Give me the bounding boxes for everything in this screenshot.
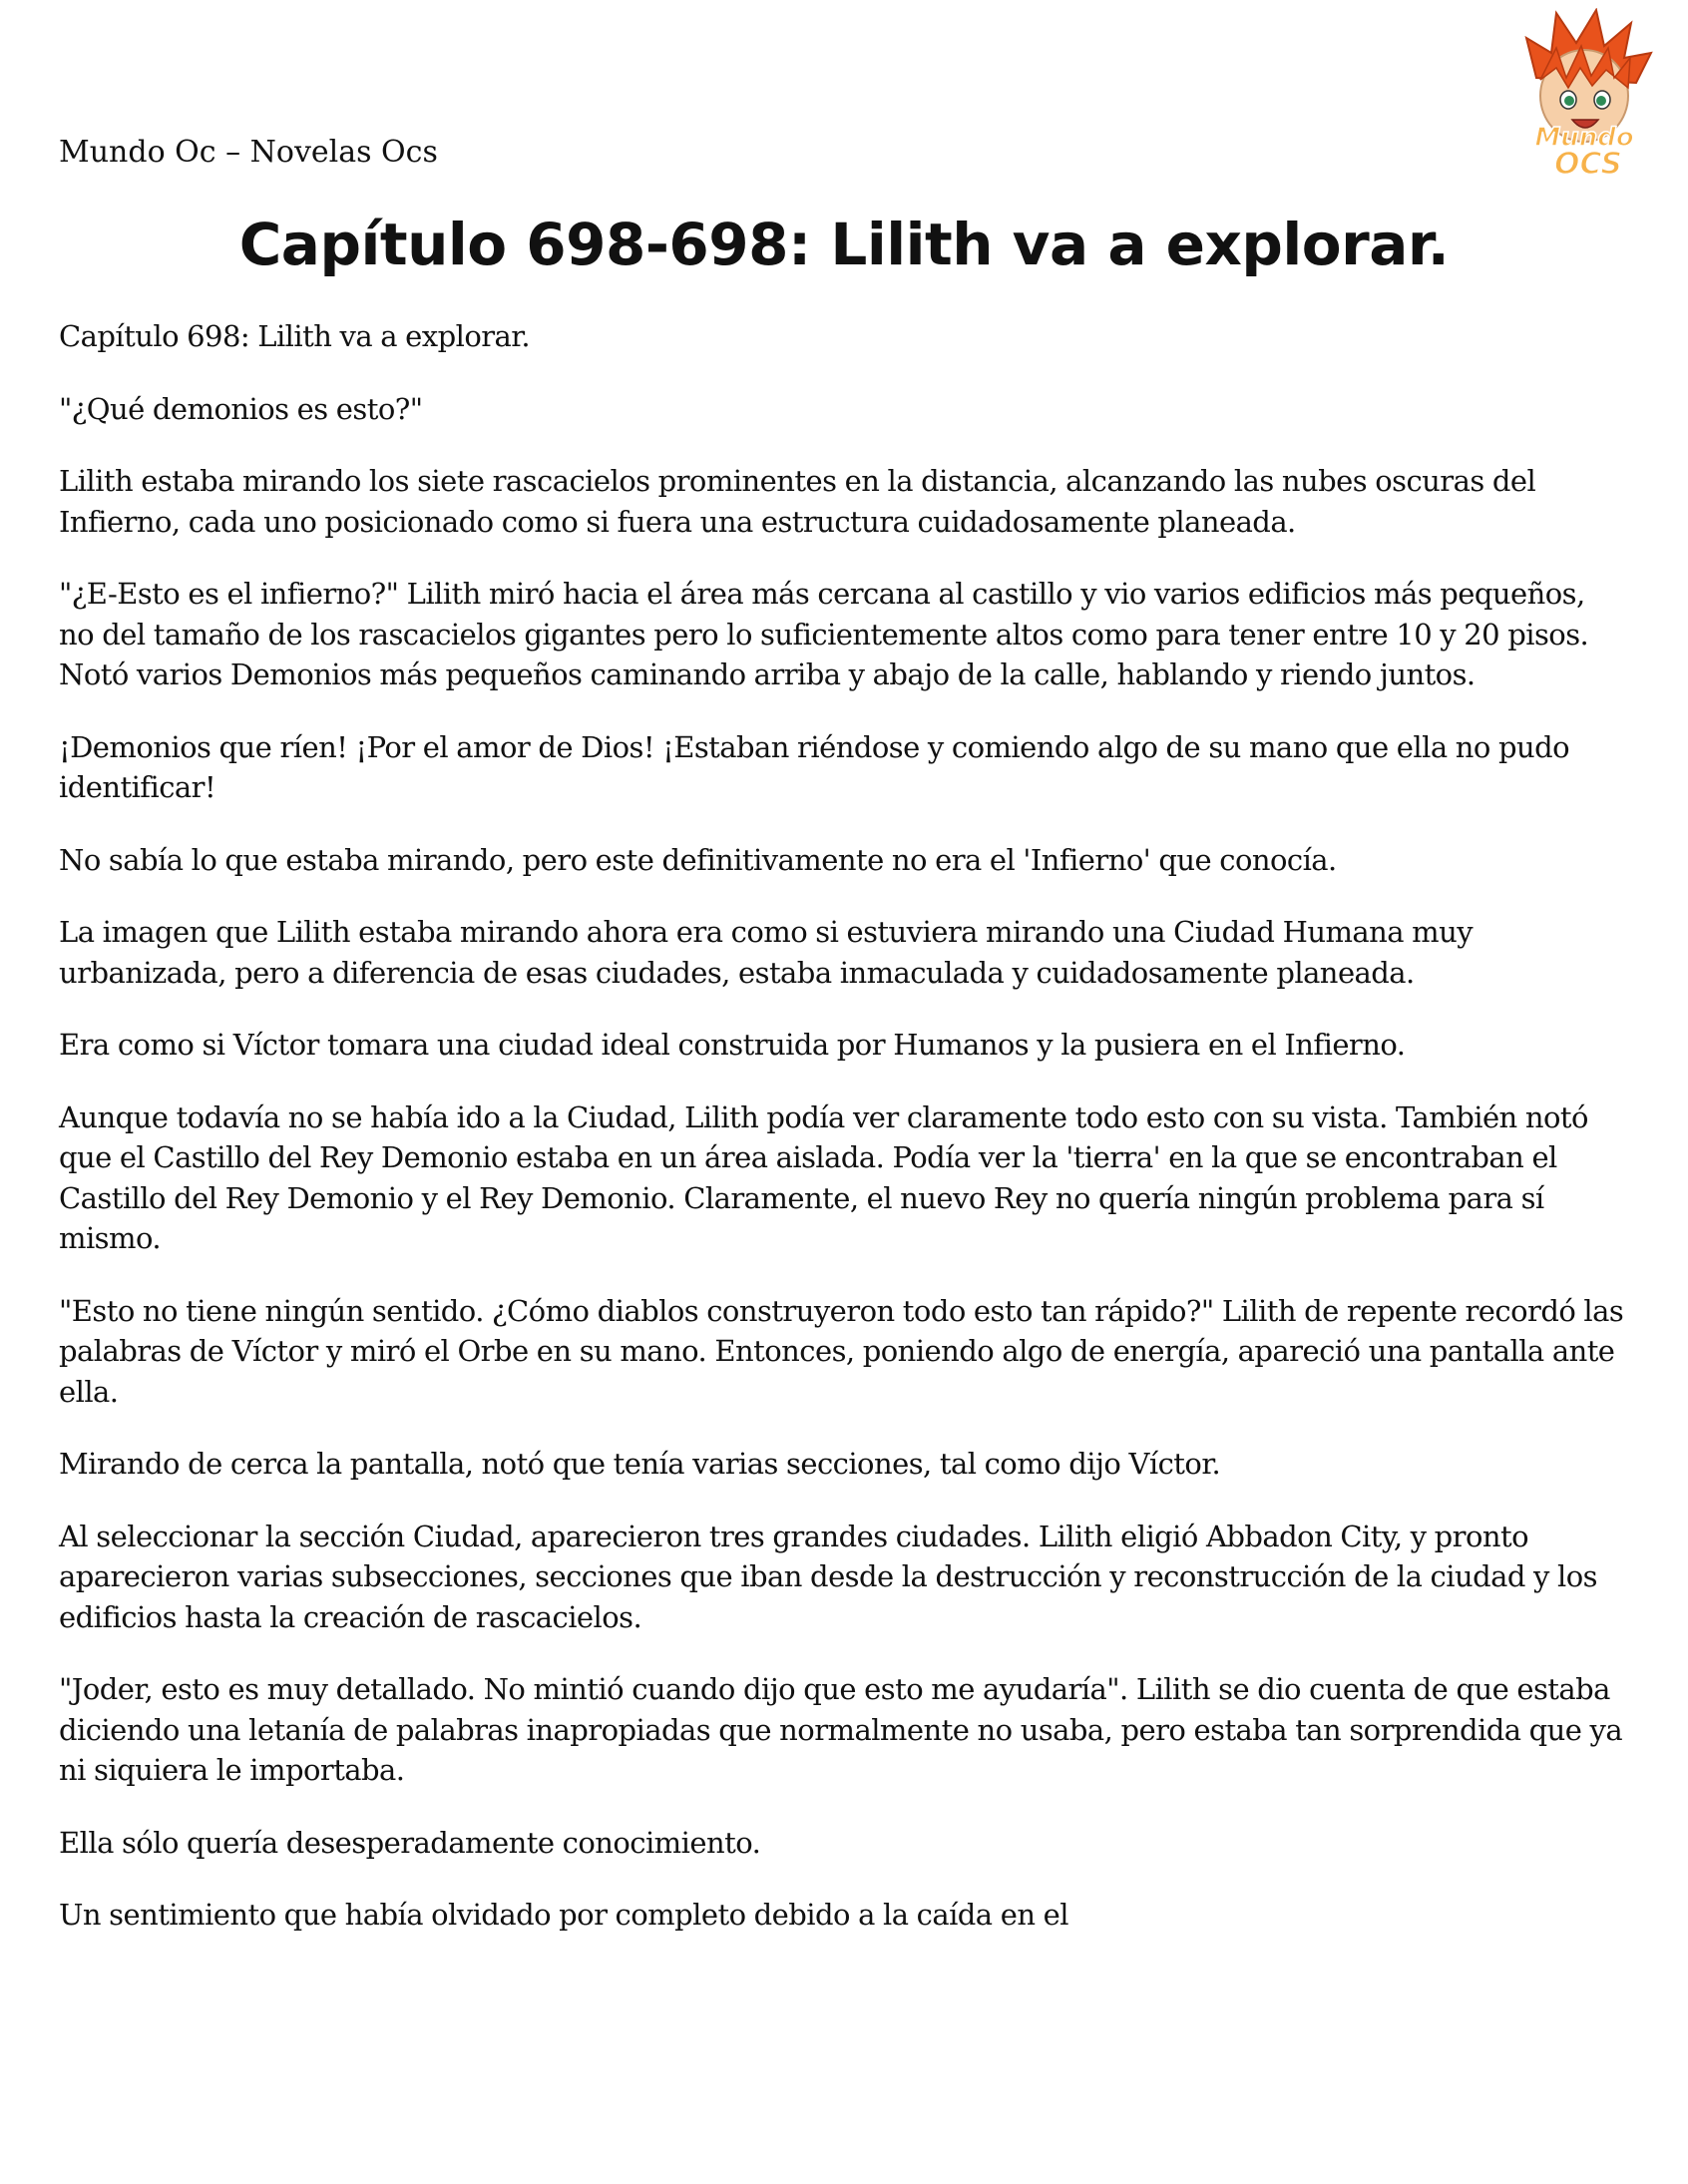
site-header: Mundo Oc – Novelas Ocs <box>59 135 438 170</box>
mascot-logo-icon <box>1496 8 1671 180</box>
paragraph: Un sentimiento que había olvidado por completo debido a la caída en el <box>59 1898 1068 1932</box>
paragraph: La imagen que Lilith estaba mirando ahora era como si estuviera mirando una Ciudad Humana muy urbanizada, pero a diferencia de esas ciudades, estaba inmaculada y cuidadosamente planeada. <box>59 915 1474 990</box>
paragraph: No sabía lo que estaba mirando, pero este definitivamente no era el 'Infierno' que conocía. <box>59 842 1337 877</box>
paragraph: ¡Demonios que ríen! ¡Por el amor de Dios! ¡Estaban riéndose y comiendo algo de su mano que ella no pudo identificar! <box>59 729 1570 804</box>
page-title: Capítulo 698-698: Lilith va a explorar. <box>238 211 1450 278</box>
mascot-logo-graphic <box>1496 8 1671 180</box>
paragraph: Mirando de cerca la pantalla, notó que tenía varias secciones, tal como dijo Víctor. <box>59 1447 1221 1481</box>
paragraph: Ella sólo quería desesperadamente conocimiento. <box>59 1825 761 1860</box>
paragraph: Capítulo 698: Lilith va a explorar. <box>59 319 531 353</box>
paragraph: Lilith estaba mirando los siete rascacielos prominentes en la distancia, alcanzando las nubes oscuras del Infierno, cada uno posicionado como si fuera una estructura cuidadosamente planeada. <box>59 464 1536 539</box>
paragraph: "Joder, esto es muy detallado. No mintió cuando dijo que esto me ayudaría". Lilith se dio cuenta de que estaba diciendo una letanía de palabras inapropiadas que normalmente no usaba, pero estaba tan sorprendida que ya ni siquiera le importaba. <box>59 1672 1623 1787</box>
paragraph: Aunque todavía no se había ido a la Ciudad, Lilith podía ver claramente todo esto con su vista. También notó que el Castillo del Rey Demonio estaba en un área aislada. Podía ver la 'tierra' en la que se encontraban el Castillo del Rey Demonio y el Rey Demonio. Claramente, el nuevo Rey no quería ningún problema para sí mismo. <box>59 1099 1588 1255</box>
paragraph: Al seleccionar la sección Ciudad, aparecieron tres grandes ciudades. Lilith eligió Abbadon City, y pronto aparecieron varias subsecciones, secciones que iban desde la destrucción y reconstrucción de la ciudad y los edificios hasta la creación de rascacielos. <box>59 1519 1597 1634</box>
paragraph: "Esto no tiene ningún sentido. ¿Cómo diablos construyeron todo esto tan rápido?" Lilith de repente recordó las palabras de Víctor y miró el Orbe en su mano. Entonces, poniendo algo de energía, apareció una pantalla ante ella. <box>59 1293 1624 1409</box>
paragraph: Era como si Víctor tomara una ciudad ideal construida por Humanos y la pusiera en el Infierno. <box>59 1028 1406 1062</box>
paragraph: "¿Qué demonios es esto?" <box>59 391 423 426</box>
logo-text-bottom: OCS <box>1553 147 1623 180</box>
paragraph: "¿E-Esto es el infierno?" Lilith miró hacia el área más cercana al castillo y vio varios edificios más pequeños, no del tamaño de los rascacielos gigantes pero lo suficientemente altos como para tener entre 10 y 20 pisos. Notó varios Demonios más pequeños caminando arriba y abajo de la calle, hablando y riendo juntos. <box>59 577 1589 691</box>
logo-text-top: Mundo <box>1534 123 1634 153</box>
chapter-body <box>59 316 1625 1967</box>
